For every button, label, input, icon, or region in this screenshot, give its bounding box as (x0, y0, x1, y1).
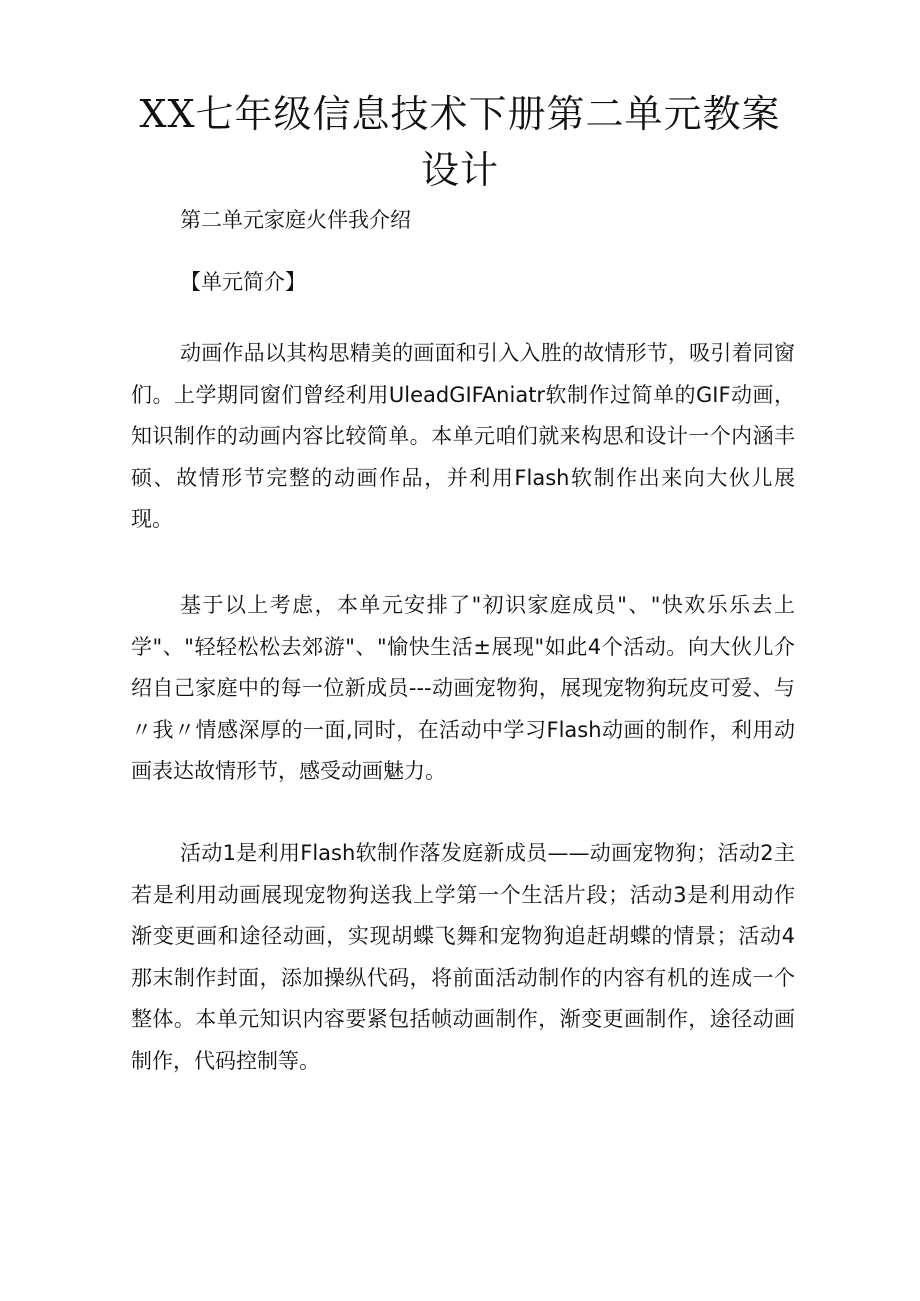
paragraph-activities-overview: 基于以上考虑，本单元安排了"初识家庭成员"、"快欢乐乐去上学"、"轻轻松松去郊游"、"愉快生活±展现"如此4个活动。向大伙儿介绍自己家庭中的每一位新成员---动画宠物狗，展现宠物狗玩皮可爱、与〃我〃情感深厚的一面,同时，在活动中学习Flash动画的制作，利用动画表达故情形节，感受动画魅力。 (131, 593, 795, 783)
paragraph-activities-detail: 活动1是利用Flash软制作落发庭新成员——动画宠物狗；活动2主若是利用动画展现宠物狗送我上学第一个生活片段；活动3是利用动作渐变更画和途径动画，实现胡蝶飞舞和宠物狗追赶胡蝶的情景；活动4那末制作封面，添加操纵代码，将前面活动制作的内容有机的连成一个整体。本单元知识内容要紧包括帧动画制作，渐变更画制作，途径动画制作，代码控制等。 (131, 841, 795, 1073)
unit-subtitle: 第二单元家庭火伴我介绍 (180, 208, 411, 232)
paragraph-intro: 动画作品以其构思精美的画面和引入入胜的故情形节，吸引着同窗们。上学期同窗们曾经利用UleadGIFAniatr软制作过简单的GIF动画，知识制作的动画内容比较简单。本单元咱们就来构思和设计一个内涵丰硕、故情形节完整的动画作品，并利用Flash软制作出来向大伙儿展现。 (131, 341, 795, 531)
section-heading: 【单元简介】 (180, 270, 306, 294)
document-title: XX七年级信息技术下册第二单元教案设计 (139, 92, 781, 192)
